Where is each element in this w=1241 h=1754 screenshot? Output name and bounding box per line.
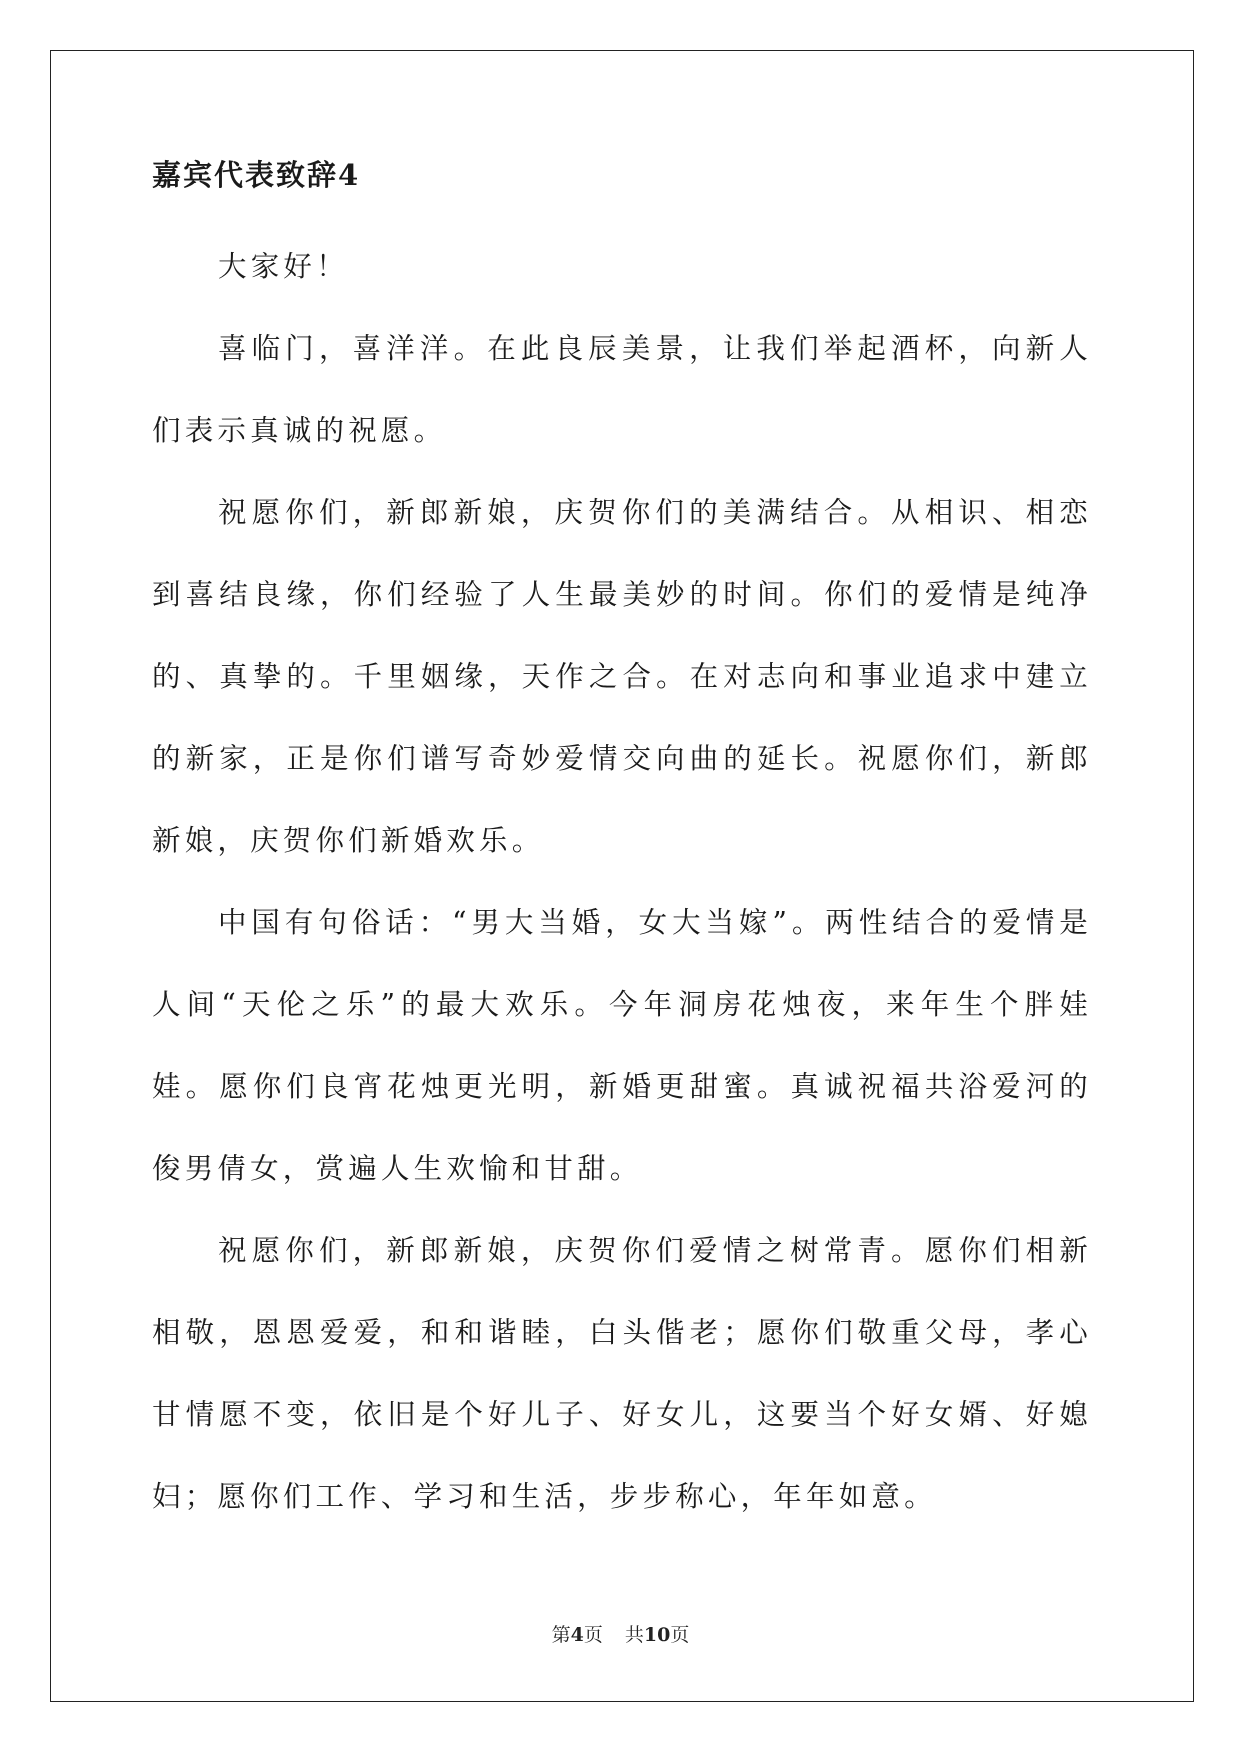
total-suffix: 页 xyxy=(670,1624,690,1646)
paragraph: 祝愿你们，新郎新娘，庆贺你们的美满结合。从相识、相恋到喜结良缘，你们经验了人生最美妙的时间。你们的爱情是纯净的、真挚的。千里姻缘，天作之合。在对志向和事业追求中建立的新家，正是你们谱写奇妙爱情交向曲的延长。祝愿你们，新郎新娘，庆贺你们新婚欢乐。 xyxy=(152,496,1092,857)
document-title: 嘉宾代表致辞4 xyxy=(152,158,361,192)
paragraph: 喜临门，喜洋洋。在此良辰美景，让我们举起酒杯，向新人们表示真诚的祝愿。 xyxy=(152,332,1092,447)
document-body xyxy=(152,160,1092,1538)
page-suffix: 页 xyxy=(583,1624,603,1646)
page-number: 4 xyxy=(570,1624,584,1646)
paragraph: 祝愿你们，新郎新娘，庆贺你们爱情之树常青。愿你们相新相敬，恩恩爱爱，和和谐睦，白头偕老；愿你们敬重父母，孝心甘情愿不变，依旧是个好儿子、好女儿，这要当个好女婿、好媳妇；愿你们工作、学习和生活，步步称心，年年如意。 xyxy=(152,1234,1092,1513)
paragraph: 中国有句俗话：“男大当婚，女大当嫁”。两性结合的爱情是人间“天伦之乐”的最大欢乐。今年洞房花烛夜，来年生个胖娃娃。愿你们良宵花烛更光明，新婚更甜蜜。真诚祝福共浴爱河的俊男倩女，赏遍人生欢愉和甘甜。 xyxy=(152,906,1092,1185)
paragraph-greeting: 大家好！ xyxy=(218,250,349,283)
page-footer xyxy=(0,1623,1241,1647)
total-prefix: 共 xyxy=(624,1624,644,1646)
total-pages: 10 xyxy=(643,1624,671,1646)
page-prefix: 第 xyxy=(551,1624,571,1646)
